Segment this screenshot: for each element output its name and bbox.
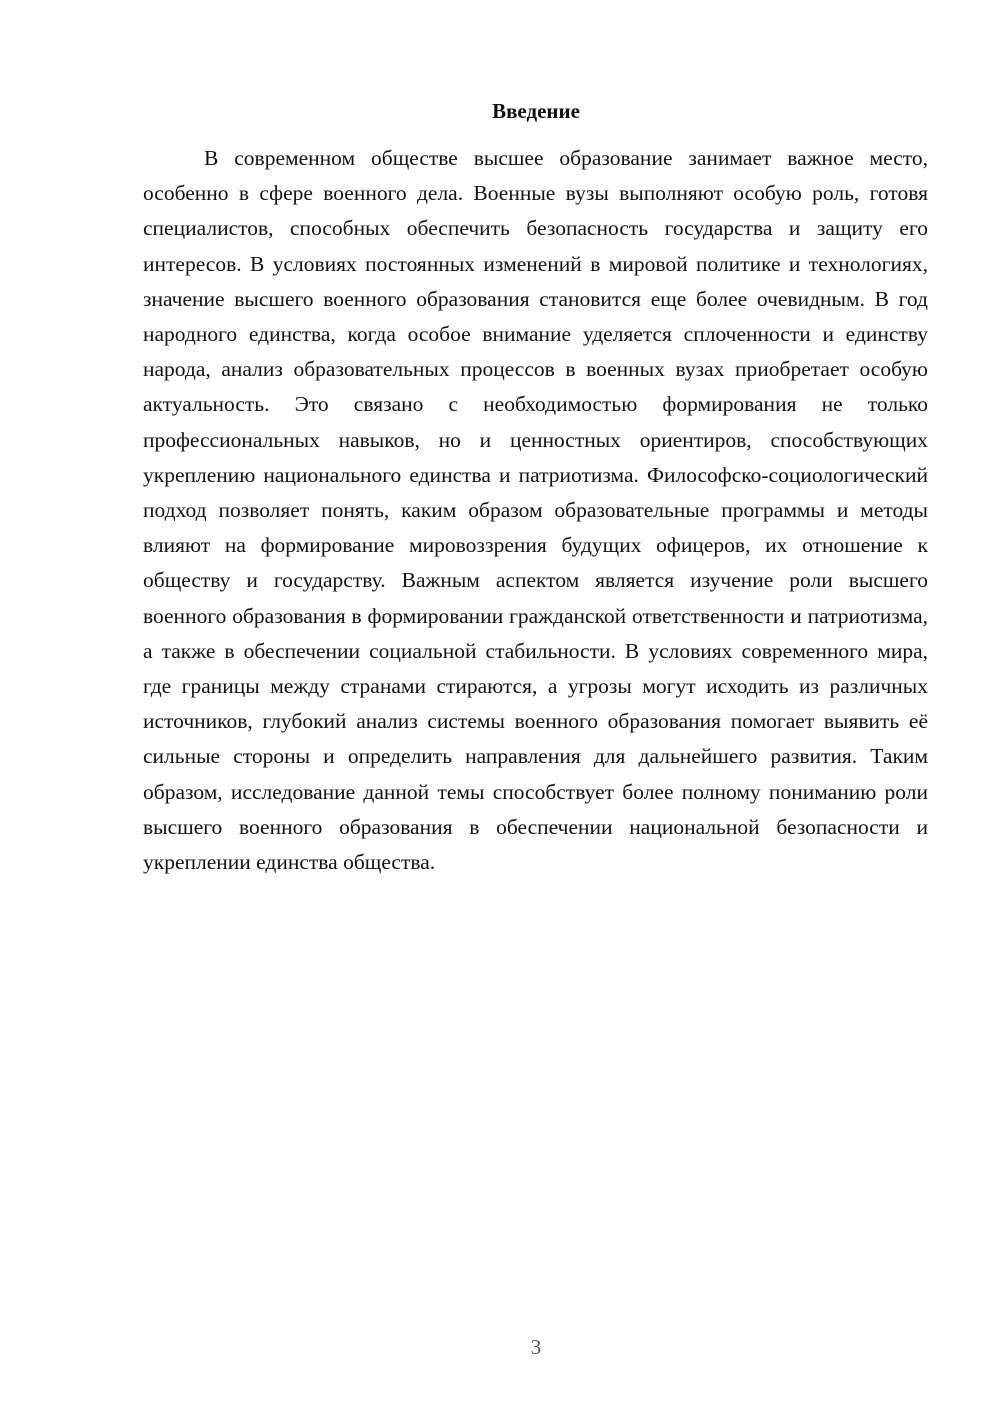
page-number: 3 [530, 1335, 542, 1359]
section-heading: Введение [492, 99, 580, 123]
body-paragraph: В современном обществе высшее образование занимает важное место, особенно в сфере военного дела. Военные вузы выполняют особую роль, готовя специалистов, способных обеспечить безопасность государства и защиту его интересов. В условиях постоянных изменений в мировой политике и технологиях, значение высшего военного образования становится еще более очевидным. В год народного единства, когда особое внимание уделяется сплоченности и единству народа, анализ образовательных процессов в военных вузах приобретает особую актуальность. Это связано с необходимостью формирования не только профессиональных навыков, но и ценностных ориентиров, способствующих укреплению национального единства и патриотизма. Философско-социологический подход позволяет понять, каким образом образовательные программы и методы влияют на формирование мировоззрения будущих офицеров, их отношение к обществу и государству. Важным аспектом является изучение роли высшего военного образования в формировании гражданской ответственности и патриотизма, а также в обеспечении социальной стабильности. В условиях современного мира, где границы между странами стираются, а угрозы могут исходить из различных источников, глубокий анализ системы военного образования помогает выявить её сильные стороны и определить направления для дальнейшего развития. Таким образом, исследование данной темы способствует более полному пониманию роли высшего военного образования в обеспечении национальной безопасности и укреплении единства общества. [143, 146, 928, 875]
